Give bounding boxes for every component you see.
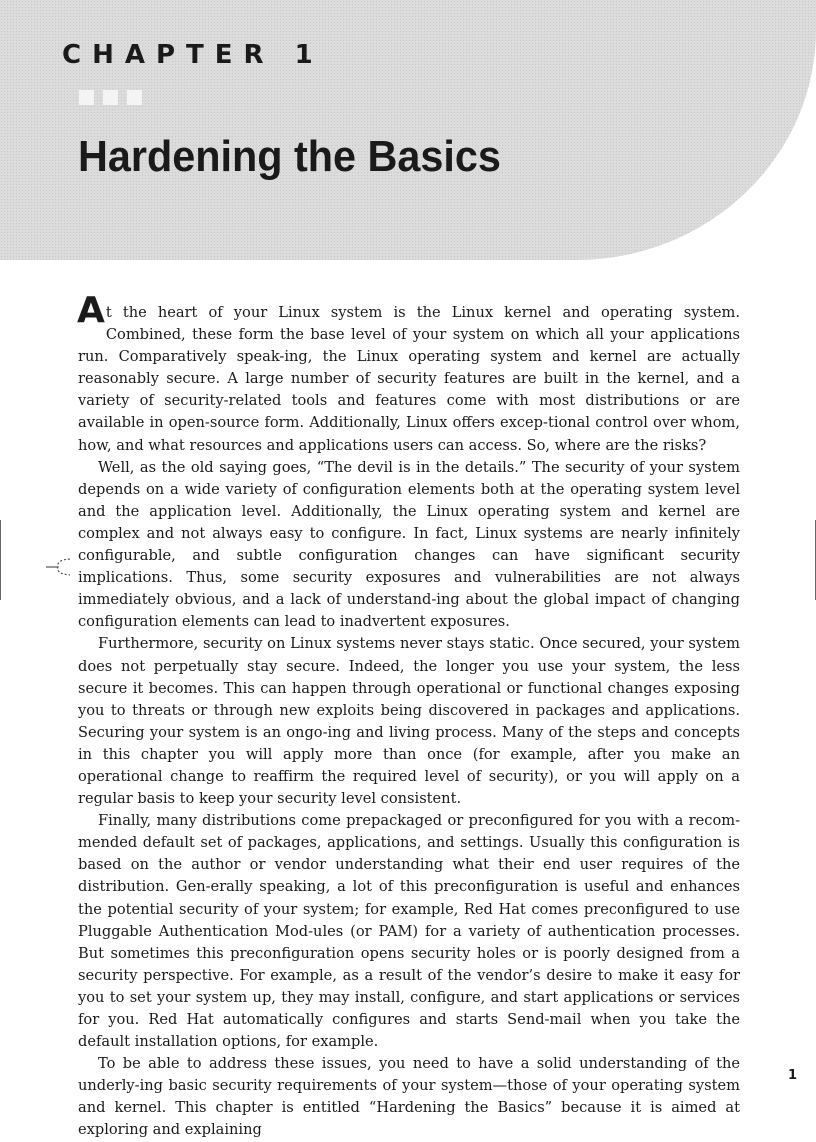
paragraph-text: t the heart of your Linux system is the Linux kernel and operating system. Combined, these form the base level of your system on which all your applications run. Comparatively speak-ing, the Linux operating system and kernel are actually reasonably secure. A large number of security features are built in the kernel, and a variety of security-related tools and features come with most distributions or are available in open-source form. Additionally, Linux offers excep-tional control over whom, how, and what resources and applications users can access. So, where are the risks?	[78, 304, 740, 454]
body-paragraph: To be able to address these issues, you need to have a solid understanding of the underly-ing basic security requirements of your system—those of your operating system and kernel. This chapter is entitled “Hardening the Basics” because it is aimed at exploring and explaining	[78, 1055, 740, 1139]
chapter-label: CHAPTER 1	[62, 40, 324, 70]
chapter-header-band	[0, 0, 816, 260]
drop-cap: A	[77, 290, 105, 331]
margin-rule-left	[0, 520, 1, 600]
chapter-ornament	[79, 90, 142, 105]
ornament-square	[127, 90, 142, 105]
body-paragraph: Well, as the old saying goes, “The devil is in the details.” The security of your system depends on a wide variety of configuration elements both at the operating system level and the application level. Additionally, the Linux operating system and kernel are complex and not always easy to configure. In fact, Linux systems are nearly infinitely configurable, and subtle configuration changes can have significant security implications. Thus, some security exposures and vulnerabilities are not always immediately obvious, and a lack of understand-ing about the global impact of changing configuration elements can lead to inadvertent exposures.	[78, 458, 740, 631]
body-paragraph: Furthermore, security on Linux systems never stays static. Once secured, your system does not perpetually stay secure. Indeed, the longer you use your system, the less secure it becomes. This can happen through operational or functional changes exposing you to threats or through new exploits being discovered in packages and applications. Securing your system is an ongo-ing and living process. Many of the steps and concepts in this chapter you will apply more than once (for example, after you make an operational change to reaffirm the required level of security), or you will apply on a regular basis to keep your security level consistent.	[78, 635, 740, 808]
chapter-body	[77, 290, 740, 1142]
ornament-square	[103, 90, 118, 105]
chapter-title: Hardening the Basics	[78, 132, 501, 181]
page-number: 1	[788, 1068, 798, 1083]
body-paragraph: Finally, many distributions come prepackaged or preconfigured for you with a recom-mended default set of packages, applications, and settings. Usually this configuration is based on the author or vendor understanding what their end user requires of the distribution. Gen-erally speaking, a lot of this preconfiguration is useful and enhances the potential security of your system; for example, Red Hat comes preconfigured to use Pluggable Authentication Mod-ules (or PAM) for a variety of authentication processes. But sometimes this preconfiguration opens security holes or is poorly designed from a security perspective. For example, as a result of the vendor’s desire to make it easy for you to set your system up, they may install, configure, and start applications or services for you. Red Hat automatically configures and starts Send-mail when you take the default installation options, for example.	[78, 812, 740, 1051]
ornament-square	[79, 90, 94, 105]
margin-annotation-mark	[46, 556, 72, 578]
body-paragraph	[77, 290, 740, 457]
